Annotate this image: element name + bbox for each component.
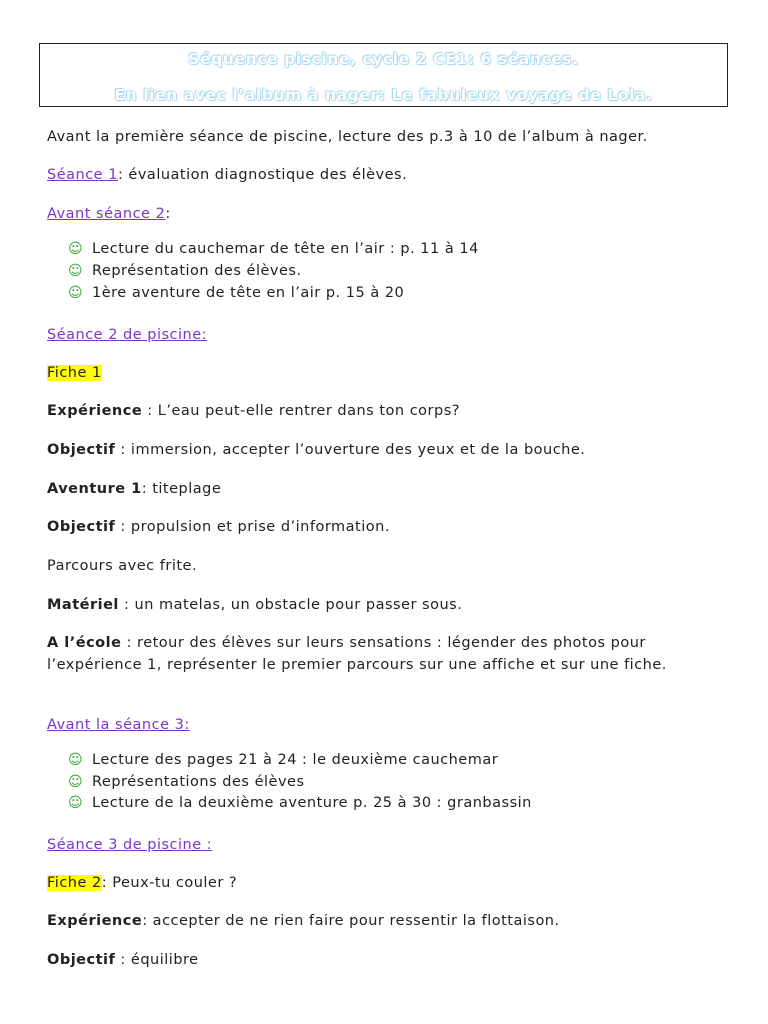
title-box (39, 43, 728, 107)
bullet-text: Représentations des élèves (92, 774, 305, 790)
fiche2-highlight: Fiche 2 (47, 875, 102, 891)
ecole-label: A l’école (47, 635, 122, 651)
materiel-paragraph (47, 594, 462, 616)
fiche2-paragraph (47, 872, 237, 894)
list-item (68, 285, 404, 301)
avant3-heading (47, 714, 190, 736)
fiche2-text: : Peux-tu couler ? (101, 875, 238, 891)
list-item (68, 241, 479, 257)
title-line-1: Séquence piscine, cycle 2 CE1: 6 séances. (188, 50, 579, 68)
objectif1-text: : immersion, accepter l’ouverture des yeux et de la bouche. (115, 442, 586, 458)
experience2-text: : accepter de ne rien faire pour ressentir la flottaison. (142, 913, 560, 929)
avant2-colon: : (165, 206, 171, 222)
avant2-link[interactable]: Avant séance 2 (47, 206, 166, 222)
smiley-icon: ☺ (68, 241, 84, 257)
seance3-link[interactable]: Séance 3 de piscine : (47, 837, 213, 853)
smiley-icon: ☺ (68, 795, 84, 811)
avant3-link[interactable]: Avant la séance 3: (47, 717, 190, 733)
bullet-text: Représentation des élèves. (92, 263, 302, 279)
fiche1-highlight: Fiche 1 (47, 365, 102, 381)
experience1-label: Expérience (47, 403, 143, 419)
smiley-icon: ☺ (68, 285, 84, 301)
seance3-heading (47, 834, 212, 856)
objectif3-label: Objectif (47, 952, 116, 968)
ecole-text: : retour des élèves sur leurs sensations : légender des photos pour l’expérience 1, représenter le premier parcours sur une affiche et sur une fiche. (47, 635, 667, 673)
parcours-paragraph: Parcours avec frite. (47, 558, 198, 574)
smiley-icon: ☺ (68, 774, 84, 790)
seance1-link[interactable]: Séance 1 (47, 167, 118, 183)
seance2-heading (47, 324, 207, 346)
title-line-2: En lien avec l’album à nager: Le fabuleux voyage de Lola. (114, 86, 653, 104)
experience1-text: : L’eau peut-elle rentrer dans ton corps? (142, 403, 460, 419)
bullet-text: Lecture de la deuxième aventure p. 25 à 30 : granbassin (92, 795, 532, 811)
objectif3-text: : équilibre (115, 952, 199, 968)
seance1-paragraph (47, 164, 407, 186)
list-item (68, 263, 302, 279)
bullet-text: 1ère aventure de tête en l’air p. 15 à 20 (92, 285, 405, 301)
aventure1-label: Aventure 1 (47, 481, 142, 497)
objectif1-paragraph (47, 439, 585, 461)
experience2-paragraph (47, 910, 560, 932)
smiley-icon: ☺ (68, 263, 84, 279)
list-item (68, 752, 498, 768)
fiche1-paragraph (47, 362, 102, 384)
aventure1-text: : titeplage (141, 481, 222, 497)
list-item (68, 774, 305, 790)
materiel-text: : un matelas, un obstacle pour passer sous. (118, 597, 463, 613)
seance1-text: : évaluation diagnostique des élèves. (117, 167, 408, 183)
objectif2-label: Objectif (47, 519, 116, 535)
materiel-label: Matériel (47, 597, 119, 613)
bullet-text: Lecture du cauchemar de tête en l’air : p. 11 à 14 (92, 241, 479, 257)
experience1-paragraph (47, 400, 460, 422)
intro-paragraph: Avant la première séance de piscine, lecture des p.3 à 10 de l’album à nager. (47, 129, 648, 145)
ecole-paragraph (47, 632, 727, 676)
avant2-heading (47, 203, 171, 225)
experience2-label: Expérience (47, 913, 143, 929)
aventure1-paragraph (47, 478, 221, 500)
list-item (68, 795, 532, 811)
objectif2-paragraph (47, 516, 390, 538)
objectif2-text: : propulsion et prise d’information. (115, 519, 390, 535)
bullet-text: Lecture des pages 21 à 24 : le deuxième cauchemar (92, 752, 499, 768)
seance2-link[interactable]: Séance 2 de piscine: (47, 327, 208, 343)
objectif3-paragraph (47, 949, 199, 971)
objectif1-label: Objectif (47, 442, 116, 458)
smiley-icon: ☺ (68, 752, 84, 768)
